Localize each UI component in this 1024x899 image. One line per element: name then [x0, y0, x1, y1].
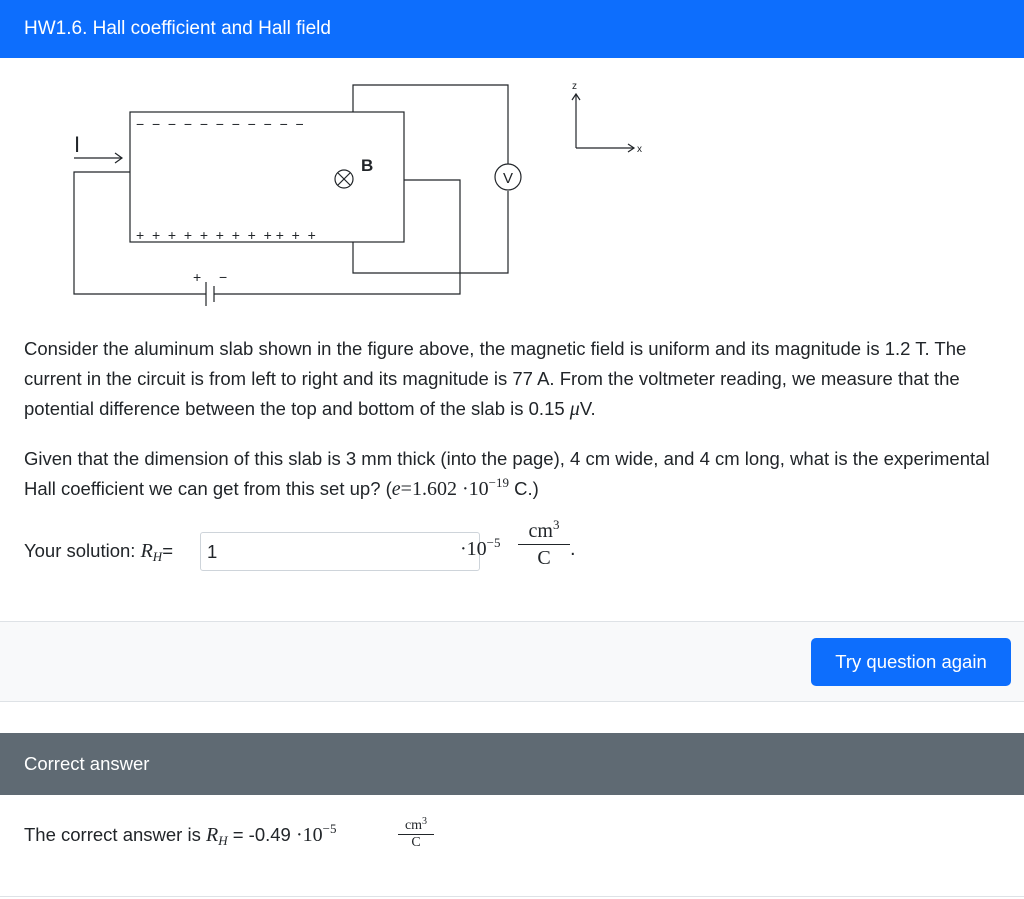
question-paragraph-1: Consider the aluminum slab shown in the figure above, the magnetic field is uniform and its magnitude is 1.2 T. The current in the circuit is from left to right and its magnitude is 77 A. From the voltmeter reading, we measure that the potential difference between the top and bottom of the slab is 0.15 μV.	[24, 338, 967, 420]
page-title: HW1.6. Hall coefficient and Hall field	[0, 0, 1024, 58]
answer-input[interactable]	[200, 532, 480, 571]
question-paragraph-2: Given that the dimension of this slab is 3 mm thick (into the page), 4 cm wide, and 4 cm long, what is the experimental Hall coefficient we can get from this set up? ($e=1.602 \cdot 10^{-19}$ C.)	[24, 448, 990, 500]
correct-units-fraction: $\frac{cm^3}{C}$	[398, 818, 434, 851]
action-bar	[0, 621, 1024, 702]
voltmeter-wire-top	[353, 85, 508, 164]
negative-charges: − − − − − − − − − − −	[136, 116, 304, 132]
divider	[0, 896, 1024, 897]
correct-answer-header: Correct answer	[0, 733, 1024, 795]
units-multiplier: $\cdot 10^{-5}$	[460, 535, 501, 560]
voltmeter-label: V	[503, 170, 514, 187]
current-label: I	[74, 132, 81, 157]
axis-x-label: x	[637, 144, 642, 155]
axis-z-label: z	[572, 81, 577, 92]
solution-label: Your solution: $R_H=$	[24, 540, 173, 564]
units-fraction: $\frac{cm^3}{C}$	[518, 518, 570, 571]
battery-plus: +	[193, 269, 202, 285]
positive-charges: + + + + + + + + + + + +	[136, 227, 316, 243]
correct-answer-text: The correct answer is $R_H = -0.49 \cdot 10^{-5}$	[24, 821, 337, 848]
try-again-button[interactable]: Try question again	[811, 638, 1011, 686]
battery-minus: −	[219, 269, 228, 285]
solution-row: Your solution: $R_H=$ 1 $\cdot 10^{-5}$ $\frac{cm^3}{C}$ .	[24, 528, 724, 576]
voltmeter-wire-bottom	[353, 191, 508, 273]
hall-effect-figure	[60, 72, 680, 322]
field-label: B	[361, 156, 374, 175]
correct-answer-body	[24, 818, 724, 862]
